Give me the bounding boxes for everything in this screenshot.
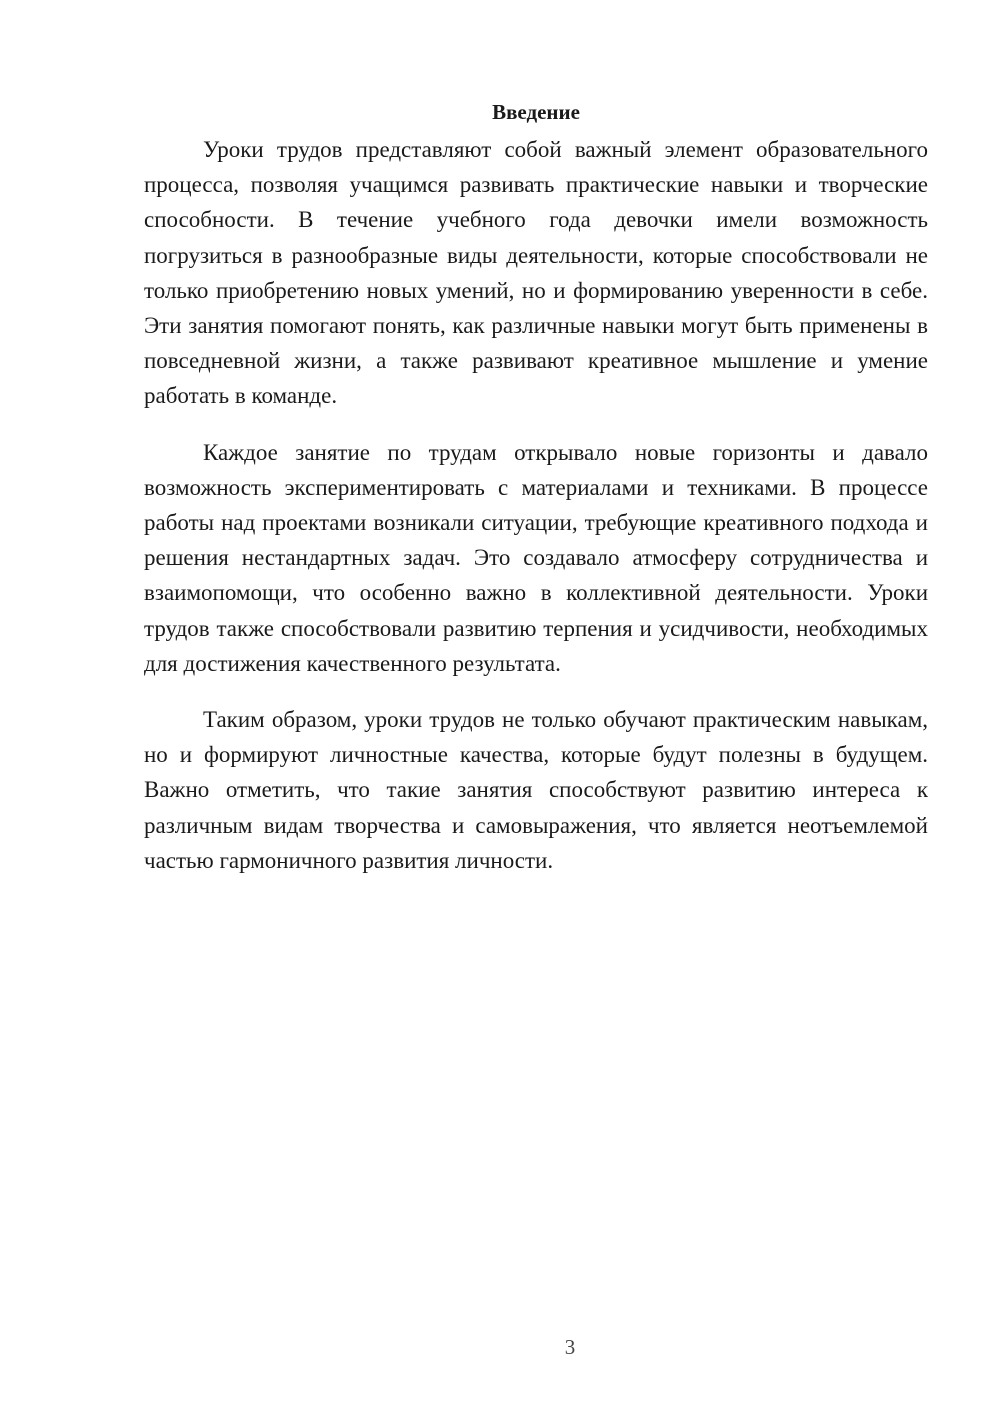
paragraph-2: Каждое занятие по трудам открывало новые горизонты и давало возможность экспериментировать с материалами и техниками. В процессе работы над проектами возникали ситуации, требующие креативного подхода и решения нестандартных задач. Это создавало атмосферу сотрудничества и взаимопомощи, что особенно важно в коллективной деятельности. Уроки трудов также способствовали развитию терпения и усидчивости, необходимых для достижения качественного результата.: [144, 439, 928, 676]
paragraph-3: Таким образом, уроки трудов не только обучают практическим навыкам, но и формируют личностные качества, которые будут полезны в будущем. Важно отметить, что такие занятия способствуют развитию интереса к различным видам творчества и самовыражения, что является неотъемлемой частью гармоничного развития личности.: [144, 707, 928, 873]
page-content: [144, 96, 928, 899]
section-heading: Введение: [492, 100, 580, 124]
page-number: 3: [564, 1335, 576, 1359]
paragraph-1: Уроки трудов представляют собой важный элемент образовательного процесса, позволяя учащимся развивать практические навыки и творческие способности. В течение учебного года девочки имели возможность погрузиться в разнообразные виды деятельности, которые способствовали не только приобретению новых умений, но и формированию уверенности в себе. Эти занятия помогают понять, как различные навыки могут быть применены в повседневной жизни, а также развивают креативное мышление и умение работать в команде.: [144, 137, 928, 409]
